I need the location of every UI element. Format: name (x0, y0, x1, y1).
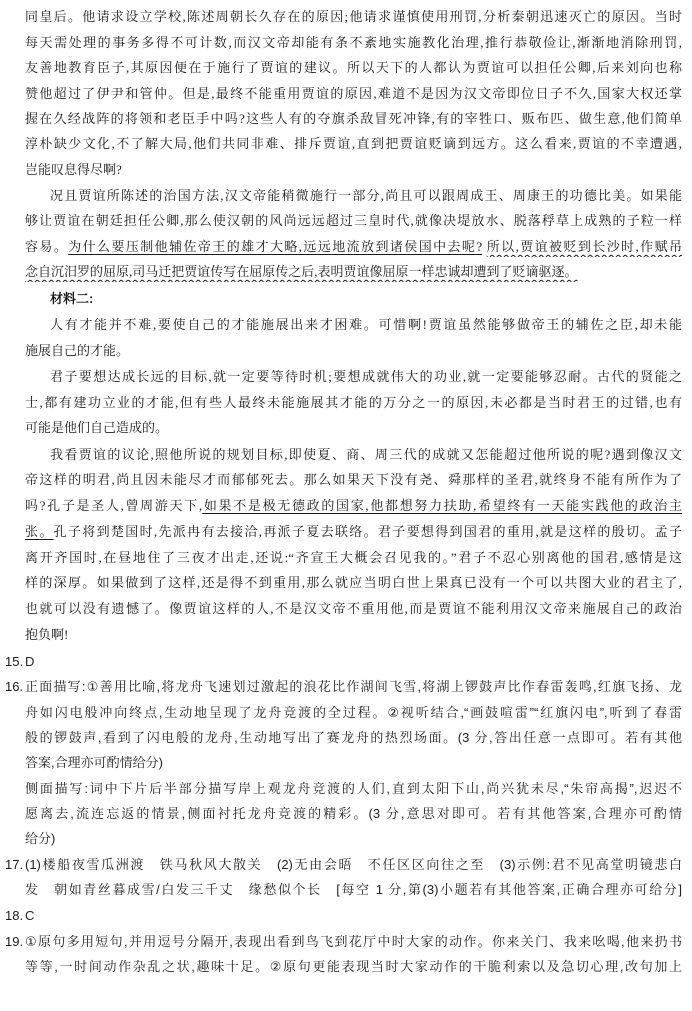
passage-line: 岂能叹息得尽啊? (25, 162, 122, 177)
underlined-sentence: 张。 (25, 524, 54, 539)
answer-16-line: 给分) (25, 831, 56, 846)
passage-line: 够让贾谊在朝廷担任公卿,那么使汉朝的风尚远远超过三皇时代,就像决堤放水、脱落稃草上成熟的子粒一样 (25, 213, 682, 228)
wavy-underlined-sentence: 所以,贾谊被贬到长沙时,作赋吊 (486, 239, 682, 254)
passage-line: 每天需处理的事务多得不可计数,而汉文帝却能有条不紊地实施教化治理,推行恭敬俭让,渐渐地消除刑罚, (25, 35, 682, 50)
passage-line: 士,都有建功立业的才能,但有些人最终未能施展其才能的万分之一的原因,未必都是当时君王的过错,也有 (25, 395, 682, 410)
passage-line: 可能是他们自己造成的。 (25, 420, 169, 435)
passage-line: 友善地教育臣子,其原因便在于施行了贾谊的建议。所以天下的人都认为贾谊可以担任公卿,后来刘向也称 (25, 60, 682, 75)
passage-line: 同皇后。他请求设立学校,陈述周朝长久存在的原因;他请求谨慎使用刑罚,分析秦朝迅速灭亡的原因。当时 (25, 9, 682, 24)
plain-text: 孔子将到楚国时,先派冉有去接洽,再派子夏去联络。君子要想得到国君的重用,就是这样的殷切。孟子 (53, 524, 682, 539)
answer-16-line: 答案,合理亦可酌情给分) (25, 755, 163, 770)
answer-18: C (25, 908, 35, 923)
answer-19-line: 等等,一时间动作杂乱之状,趣味十足。②原句更能表现当时大家动作的干脆利索以及急切心理,改句加上 (25, 959, 682, 974)
passage-line (25, 236, 682, 257)
passage-line: 况且贾谊所陈述的治国方法,汉文帝能稍微施行一部分,尚且可以跟周成王、周康王的功德比美。如果能 (50, 188, 682, 203)
passage-line: 抱负啊! (25, 627, 69, 642)
passage-line: 也就可以没有遗憾了。像贾谊这样的人,不是汉文帝不重用他,而是贾谊不能利用汉文帝来施展自己的政治 (25, 601, 682, 616)
answer-16-line: 愿离去,流连忘返的情景,侧面衬托龙舟竞渡的精彩。(3 分,意思对即可。若有其他答案,合理亦可酌情 (25, 806, 682, 821)
wavy-underlined-sentence: 念自沉汨罗的屈原,司马迁把贾谊传写在屈原传之后,表明贾谊像屈原一样忠诚却遭到了贬谪驱逐。 (25, 264, 578, 279)
passage-line: 握在久经战阵的将领和老臣手中吗?这些人有的夺旗杀敌冒死冲锋,有的宰牲口、贩布匹、做生意,他们简单 (25, 111, 682, 126)
answer-19-line: ①原句多用短句,并用逗号分隔开,表现出看到鸟飞到花厅中时大家的动作。你来关门、我来吆喝,他来扔书 (25, 934, 682, 949)
passage-line: 施展自己的才能。 (25, 343, 130, 358)
passage-line: 君子要想达成长远的目标,就一定要等待时机;要想成就伟大的功业,就一定要能够忍耐。古代的贤能之 (50, 369, 682, 384)
question-number: 19. (5, 934, 24, 949)
passage-line: 人有才能并不难,要使自己的才能施展出来才困难。可惜啊!贾谊虽然能够做帝王的辅佐之臣,却未能 (50, 317, 682, 332)
answer-16-line: 舟如闪电般冲向终点,生动地呈现了龙舟竞渡的全过程。②视听结合,“画鼓喧雷”“红旗闪电”,听到了春雷 (25, 705, 682, 720)
question-number: 16. (5, 679, 24, 694)
plain-text: 吗?孔子是圣人,曾周游天下, (25, 498, 203, 513)
question-number: 18. (5, 908, 24, 923)
plain-text: 容易。 (25, 239, 69, 254)
passage-line (25, 261, 682, 282)
question-number: 15. (5, 654, 24, 669)
passage-line: 帝这样的明君,尚且因未能尽才而郁郁死去。那么如果天下没有尧、舜那样的圣君,就终身不能有所作为了 (25, 472, 682, 487)
passage-line (25, 495, 682, 516)
answer-16-line: 般的锣鼓声,看到了闪电般的龙舟,生动地写出了赛龙舟的热烈场面。(3 分,答出任意一点即可。若有其他 (25, 730, 682, 745)
passage-line: 离开齐国时,在昼地住了三夜才出走,还说:“齐宣王大概会召见我的。”君子不忍心别离他的国君,感情是这 (25, 550, 682, 565)
passage-line: 样的深厚。如果做到了这样,还是得不到重用,那么就应当明白世上果真已没有一个可以共图大业的君主了, (25, 575, 682, 590)
passage-line (25, 521, 682, 542)
underlined-sentence: 为什么要压制他辅佐帝王的雄才大略,远远地流放到诸侯国中去呢? (68, 239, 483, 254)
section-heading: 材料二: (50, 291, 94, 306)
answer-16-line: 正面描写:①善用比喻,将龙舟飞速划过激起的浪花比作湖间飞雪,将湖上锣鼓声比作春雷轰鸣,红旗飞扬、龙 (25, 679, 682, 694)
passage-line: 我看贾谊的议论,照他所说的规划目标,即使夏、商、周三代的成就又怎能超过他所说的呢?遇到像汉文 (50, 447, 682, 462)
underlined-sentence: 如果不是极无德政的国家,他都想努力扶助,希望终有一天能实践他的政治主 (202, 498, 682, 513)
answer-17-line: 发 朝如青丝暮成雪/白发三千丈 缘愁似个长 [每空 1 分,第(3)小题若有其他答案,正确合理亦可给分] (25, 882, 682, 897)
answer-16-line: 侧面描写:词中下片后半部分描写岸上观龙舟竞渡的人们,直到太阳下山,尚兴犹未尽,“朱帘高揭”,迟迟不 (25, 781, 682, 796)
passage-line: 赞他超过了伊尹和管仲。但是,最终不能重用贾谊的原因,难道不是因为汉文帝即位日子不久,国家大权还掌 (25, 86, 682, 101)
answer-15: D (25, 654, 35, 669)
question-number: 17. (5, 857, 24, 872)
answer-17-line: (1)楼船夜雪瓜洲渡 铁马秋风大散关 (2)无由会晤 不任区区向往之至 (3)示例:君不见高堂明镜悲白 (25, 857, 682, 872)
passage-line: 淳朴缺少文化,不了解大局,他们共同非难、排斥贾谊,直到把贾谊贬谪到远方。这么看来,贾谊的不幸遭遇, (25, 136, 682, 151)
